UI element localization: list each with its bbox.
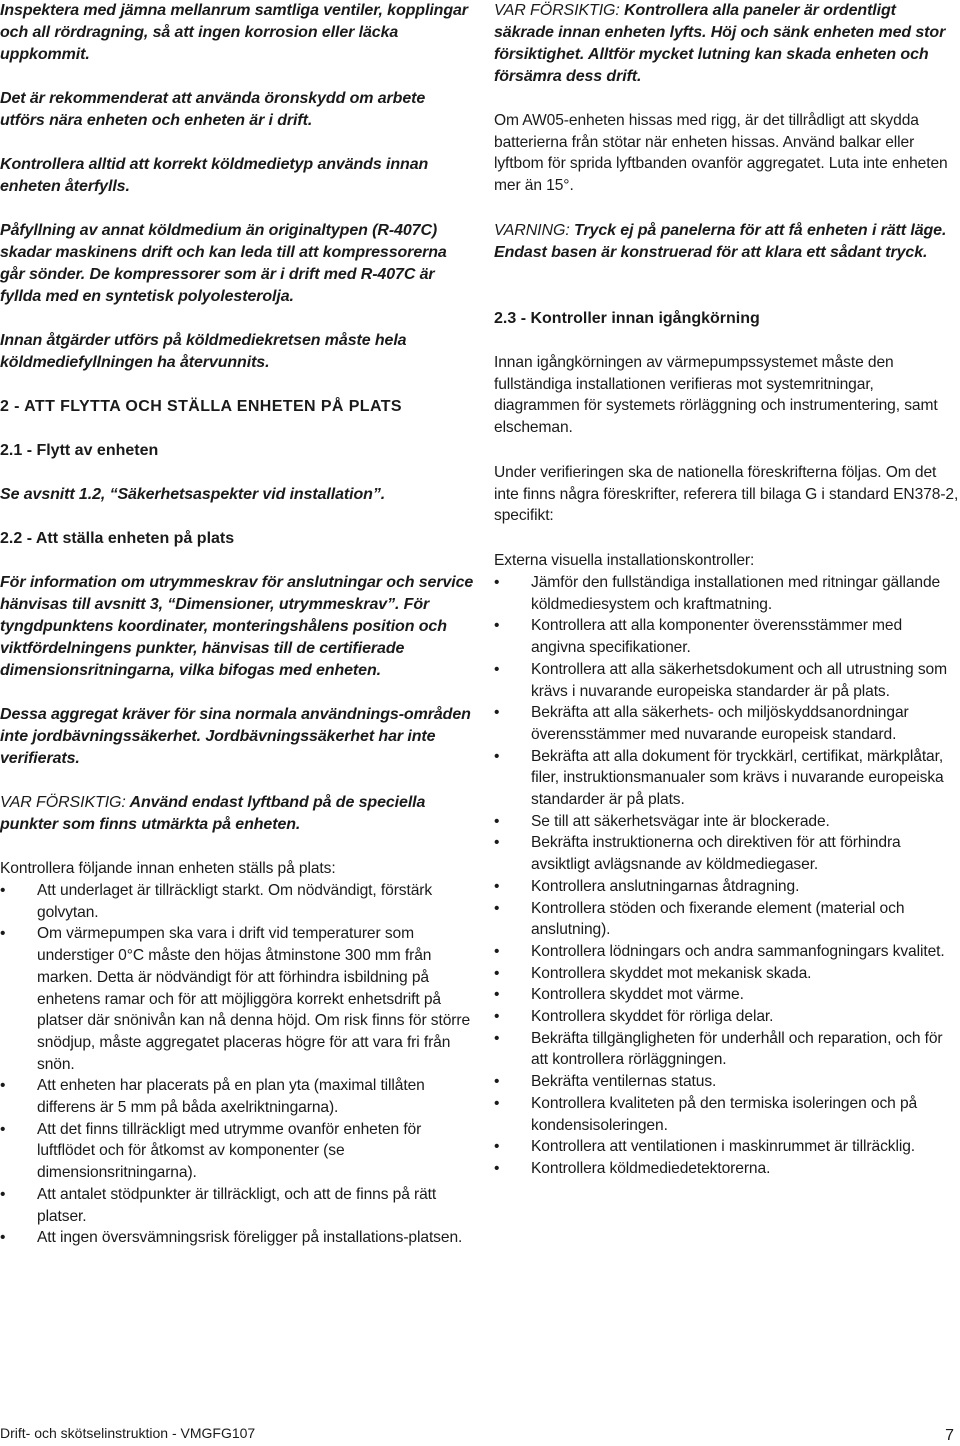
- placement-checklist: [0, 880, 474, 1249]
- warning-panels: [494, 220, 960, 264]
- subsection-heading-2-1: 2.1 - Flytt av enheten: [0, 442, 159, 459]
- seismic-note: Dessa aggregat kräver för sina normala användnings-områden inte jordbävningssäkerhet. Jordbävningssäkerhet har inte verifierats.: [0, 706, 471, 767]
- list-item: • Kontrollera köldmediedetektorerna.: [494, 1159, 771, 1177]
- list-item: • Att underlaget är tillräckligt starkt. Om nödvändigt, förstärk golvytan.: [0, 882, 433, 921]
- caution-lifting: [0, 792, 474, 836]
- page-number: 7: [945, 1427, 954, 1444]
- external-checks-intro: Externa visuella installationskontroller:: [494, 552, 755, 569]
- subsection-heading-2-2: 2.2 - Att ställa enheten på plats: [0, 530, 235, 547]
- bullet: •: [0, 1185, 6, 1203]
- bullet: •: [0, 925, 6, 943]
- list-item: • Kontrollera skyddet för rörliga delar.: [494, 1008, 774, 1026]
- bullet: •: [0, 882, 6, 899]
- list-item: • Jämför den fullständiga installationen med ritningar gällande köldmediesystem och kraftmatning.: [494, 574, 941, 613]
- list-item: • Kontrollera skyddet mot värme.: [494, 986, 744, 1004]
- list-item: • Kontrollera stöden och fixerande element (material och anslutning).: [494, 899, 905, 939]
- warning-text: Tryck ej på panelerna för att få enheten i rätt läge. Endast basen är konstruerad för att klara ett sådant tryck.: [494, 222, 947, 261]
- list-item: • Att enheten har placerats på en plan yta (maximal tillåten differens är 5 mm på båda axelriktningarna).: [0, 1077, 425, 1117]
- list-item: • Bekräfta instruktionerna och direktiven för att förhindra avsiktligt avlägsnande av köldmediegaser.: [494, 834, 901, 874]
- list-item: • Kontrollera att ventilationen i maskinrummet är tillräcklig.: [494, 1138, 915, 1156]
- list-item: • Att det finns tillräckligt med utrymme ovanför enheten för luftflödet och för åtkomst av komponenter (se dimensionsritningarna).: [0, 1120, 422, 1182]
- list-item: • Att antalet stödpunkter är tillräckligt, och att de finns på rätt platser.: [0, 1185, 437, 1225]
- refrigerant-type-note: Kontrollera alltid att korrekt köldmedietyp används innan enheten återfylls.: [0, 156, 429, 195]
- caution-label: VAR FÖRSIKTIG:: [0, 794, 126, 811]
- regulations-note: Under verifieringen ska de nationella föreskrifterna följas. Om det inte finns några föreskrifter, referera till bilaga G i standard EN378-2, specifikt:: [494, 464, 959, 525]
- footer-title: Drift- och skötselinstruktion - VMGFG107: [0, 1425, 256, 1441]
- list-item: • Bekräfta ventilernas status.: [494, 1073, 717, 1091]
- subsection-heading-2-3: 2.3 - Kontroller innan igångkörning: [494, 310, 760, 327]
- list-item: • Kontrollera lödningars och andra sammanfogningars kvalitet.: [494, 942, 945, 960]
- list-item: • Att ingen översvämningsrisk föreligger på installations-platsen.: [0, 1227, 474, 1249]
- list-item: • Kontrollera kvaliteten på den termiska isoleringen och på kondensisoleringen.: [494, 1094, 918, 1134]
- list-item: • Om värmepumpen ska vara i drift vid temperaturer som understiger 0°C måste den höjas åtminstone 300 mm från marken. Detta är nödvändigt för att förhindra isbildning på enhetens ramar och för att möjliggöra korrekt enhetsdrift på platser där snönivån kan nå denna höjd. Om risk finns för större snödjup, måste aggregatet placeras högre för att vara fri från snön.: [0, 925, 471, 1073]
- list-item: • Kontrollera skyddet mot mekanisk skada.: [494, 964, 812, 982]
- inspection-note: Inspektera med jämna mellanrum samtliga ventiler, kopplingar och all rördragning, så att ingen korrosion eller läcka uppkommit.: [0, 2, 468, 63]
- list-item: • Se till att säkerhetsvägar inte är blockerade.: [494, 812, 830, 830]
- aw05-lifting-note: Om AW05-enheten hissas med rigg, är det tillrådligt att skydda batterierna från stötar när enheten hissas. Använd balkar eller lyftbom för sprida lyftbanden ovanför aggregatet. Luta inte enheten mer än 15°.: [494, 112, 948, 195]
- list-item: • Bekräfta att alla säkerhets- och miljöskyddsanordningar överensstämmer med nuvarande europeisk standard.: [494, 704, 909, 743]
- list-item: • Kontrollera anslutningarnas åtdragning.: [494, 877, 800, 895]
- list-item: • Bekräfta tillgängligheten för underhåll och reparation, och för att kontrollera rörläggningen.: [494, 1029, 943, 1069]
- list-item: • Kontrollera att alla säkerhetsdokument och all utrustning som krävs i nuvarande europeiska standarder är på plats.: [494, 660, 948, 700]
- caution-panels: [494, 0, 960, 88]
- caution-text: Använd endast lyftband på de speciella punkter som finns utmärkta på enheten.: [0, 794, 426, 833]
- list-item: • Bekräfta att alla dokument för tryckkärl, certifikat, märkplåtar, filer, instruktionsmanualer som krävs i nuvarande europeiska standarder är på plats.: [494, 747, 944, 809]
- bullet: •: [0, 1229, 6, 1247]
- external-checklist: [494, 572, 960, 1180]
- recovery-note: Innan åtgärder utförs på köldmediekretsen måste hela köldmediefyllningen ha återvunnits.: [0, 332, 407, 371]
- refrigerant-warning: Påfyllning av annat köldmedium än originaltypen (R-407C) skadar maskinens drift och kan leda till att kompressorerna går sönder. De kompressorer som är i drift med R-407C är fyllda med en syntetisk polyolesterolja.: [0, 222, 447, 305]
- check-intro: Kontrollera följande innan enheten ställs på plats:: [0, 860, 336, 877]
- pre-start-note: Innan igångkörningen av värmepumpssystemet måste den fullständiga installationen verifieras mot systemritningar, diagrammen för systemets rörläggning och instrumentering, samt elscheman.: [494, 354, 938, 437]
- bullet: •: [0, 1120, 6, 1138]
- caution-label: VAR FÖRSIKTIG:: [494, 2, 620, 19]
- hearing-protection-note: Det är rekommenderat att använda öronskydd om arbete utförs nära enheten och enheten är i drift.: [0, 90, 426, 129]
- move-reference: Se avsnitt 1.2, “Säkerhetsaspekter vid installation”.: [0, 486, 386, 503]
- list-item: • Kontrollera att alla komponenter överensstämmer med angivna specifikationer.: [494, 617, 903, 657]
- placement-info: För information om utrymmeskrav för anslutningar och service hänvisas till avsnitt 3, “Dimensioner, utrymmeskrav”. För tyngdpunktens koordinater, monteringshålens position och viktfördelningens punkter, hänvisas till de certifierade dimensionsritningarna, vilka bifogas med enheten.: [0, 574, 474, 679]
- bullet: •: [0, 1077, 6, 1095]
- section-heading: 2 - ATT FLYTTA OCH STÄLLA ENHETEN PÅ PLATS: [0, 398, 402, 415]
- warning-label: VARNING:: [494, 222, 570, 239]
- caution-text: Kontrollera alla paneler är ordentligt säkrade innan enheten lyfts. Höj och sänk enheten med stor försiktighet. Alltför mycket lutning kan skada enheten och försämra dess drift.: [494, 2, 946, 85]
